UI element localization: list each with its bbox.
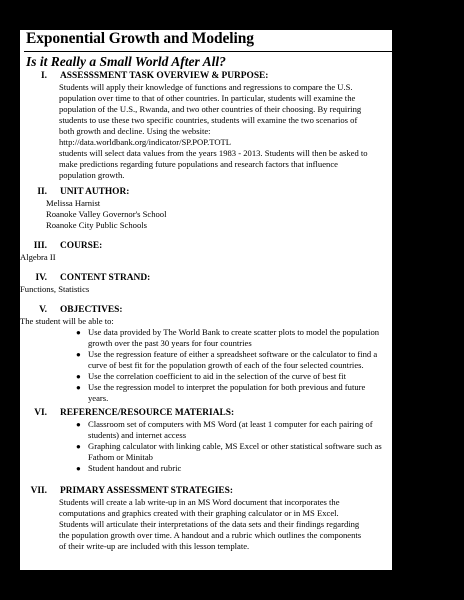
document-subtitle: Is it Really a Small World After All? [26, 54, 226, 69]
section-number: IV. [35, 273, 47, 283]
section-reference-materials [20, 408, 392, 474]
body-line: population growth. [59, 170, 125, 180]
section-heading: CONTENT STRAND: [60, 273, 151, 283]
section-number: II. [37, 187, 47, 197]
course-name: Algebra II [20, 252, 56, 262]
section-heading: PRIMARY ASSESSMENT STRATEGIES: [60, 486, 233, 496]
section-content-strand [20, 273, 392, 295]
section-body [59, 497, 388, 552]
body-line: Students will articulate their interpretations of the data sets and their findings regarding [59, 519, 360, 529]
section-number: I. [41, 71, 47, 81]
section-body [20, 316, 388, 327]
section-body [46, 198, 388, 231]
list-item: ● Use the correlation coefficient to aid in the selection of the curve of best fit [76, 371, 347, 381]
website-link[interactable]: http://data.worldbank.org/indicator/SP.POP.TOTL [59, 137, 232, 147]
section-heading: REFERENCE/RESOURCE MATERIALS: [60, 408, 235, 418]
section-overview [20, 71, 392, 181]
section-objectives [20, 305, 392, 404]
document-title: Exponential Growth and Modeling [26, 30, 254, 47]
list-item: ● Student handout and rubric [76, 463, 182, 473]
body-line: students to use these two specific countries, students will examine the two scenarios of [59, 115, 358, 125]
objectives-intro: The student will be able to: [20, 316, 114, 326]
section-unit-author [20, 187, 392, 231]
body-line: the population growth over time. A handout and a rubric which outlines the components [59, 530, 362, 540]
section-assessment-strategies [20, 486, 392, 552]
bullet-icon: ● [76, 350, 81, 359]
materials-list [76, 419, 384, 474]
author-school: Roanoke Valley Governor's School [46, 209, 167, 219]
body-line: make predictions regarding future populations and research factors that influence [59, 159, 338, 169]
bullet-icon: ● [76, 420, 81, 429]
list-item: ● Use data provided by The World Bank to create scatter plots to model the population growth over the past 30 years for four countries [76, 327, 380, 348]
body-line: Students will apply their knowledge of functions and regressions to compare the U.S. [59, 82, 353, 92]
body-line: of their write-up are included with this lesson template. [59, 541, 250, 551]
section-heading: ASSESSSMENT TASK OVERVIEW & PURPOSE: [60, 71, 269, 81]
section-body [20, 252, 388, 263]
objectives-list [76, 327, 384, 404]
bullet-icon: ● [76, 464, 81, 473]
author-district: Roanoke City Public Schools [46, 220, 147, 230]
list-item: ● Graphing calculator with linking cable, MS Excel or other statistical software such as Fathom or Minitab [76, 441, 382, 462]
section-number: V. [39, 305, 47, 315]
body-line: population of the U.S., Rwanda, and two other countries of their choosing. By requiring [59, 104, 362, 114]
body-line: Students will create a lab write-up in an MS Word document that incorporates the [59, 497, 340, 507]
bullet-icon: ● [76, 372, 81, 381]
list-item: ● Use the regression model to interpret the population for both previous and future years. [76, 382, 366, 403]
section-body [20, 284, 388, 295]
section-course [20, 241, 392, 263]
list-item: ● Classroom set of computers with MS Word (at least 1 computer for each pairing of students) and internet access [76, 419, 373, 440]
section-number: VII. [30, 486, 47, 496]
content-strand-value: Functions, Statistics [20, 284, 90, 294]
bullet-icon: ● [76, 328, 81, 337]
body-line: computations and graphics created with their graphing calculator or in MS Excel. [59, 508, 339, 518]
bullet-icon: ● [76, 383, 81, 392]
section-number: III. [33, 241, 47, 251]
body-line: population over time to that of other countries. In particular, students will examine the [59, 93, 356, 103]
body-line: students will select data values from the years 1983 - 2013. Students will then be asked to [59, 148, 368, 158]
document-page [20, 30, 392, 570]
section-heading: UNIT AUTHOR: [60, 187, 130, 197]
title-divider [24, 51, 392, 52]
author-name: Melissa Harnist [46, 198, 101, 208]
bullet-icon: ● [76, 442, 81, 451]
section-number: VI. [34, 408, 47, 418]
body-line: both growth and decline. Using the website: [59, 126, 211, 136]
section-body [59, 82, 388, 181]
section-heading: OBJECTIVES: [60, 305, 123, 315]
section-heading: COURSE: [60, 241, 103, 251]
list-item: ● Use the regression feature of either a spreadsheet software or the calculator to find a curve of best fit for the population growth of each of the four selected countries. [76, 349, 378, 370]
